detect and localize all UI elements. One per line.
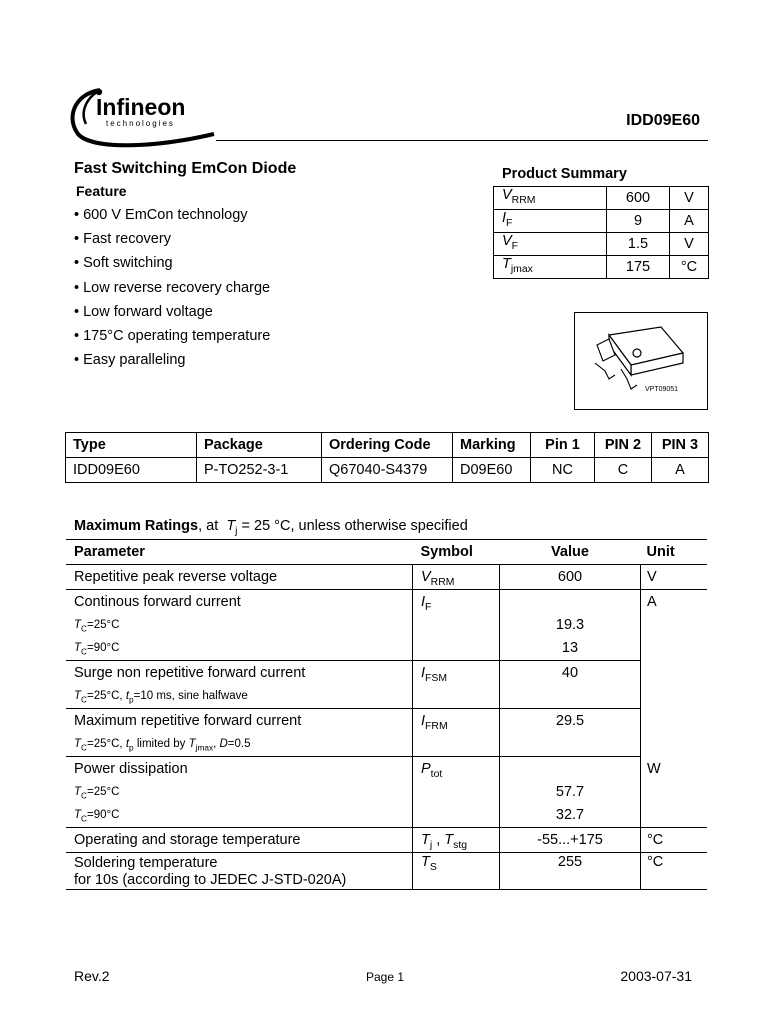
table-row: Maximum repetitive forward current $T_C=25^\circ C$, $t_p$ limited by $T_{jmax}$, D=0.5 $I_{FRM}$ 29.5 <box>66 709 707 757</box>
footer-page-number: Page 1 <box>366 970 405 984</box>
package-image <box>574 312 708 410</box>
logo-subtitle: technologies <box>106 119 175 128</box>
table-row: Power dissipation $T_C=25^\circ C$ $T_C=90^\circ C$ $P_{tot}$ 57.7 32.7 W <box>66 757 707 828</box>
feature-item: • 175°C operating temperature <box>74 327 271 344</box>
feature-item: • Low forward voltage <box>74 303 213 320</box>
ordering-table <box>65 432 709 483</box>
product-summary-table <box>493 186 709 279</box>
feature-heading: Feature <box>76 183 127 199</box>
part-number: IDD09E60 <box>626 112 700 129</box>
table-row: IDD09E60 P-TO252-3-1 Q67040-S4379 D09E60 NC C A <box>66 458 709 483</box>
package-image-label: VPT09051 <box>645 386 679 393</box>
feature-item: • Easy paralleling <box>74 352 186 369</box>
max-ratings-title: Maximum Ratings, at $T_j = 25$ °C, unless otherwise specified <box>74 518 468 537</box>
table-row: Operating and storage temperature $T_j$ , $T_{stg}$ -55...+175 °C <box>66 828 707 853</box>
header-divider <box>216 140 708 141</box>
table-row: $I_F$ 9 A <box>494 210 709 233</box>
feature-item: • Soft switching <box>74 255 173 272</box>
feature-list <box>74 206 270 375</box>
table-row: $T_{jmax}$ 175 °C <box>494 256 709 279</box>
table-header-row: Type Package Ordering Code Marking Pin 1 PIN 2 PIN 3 <box>66 433 709 458</box>
table-row: $V_{RRM}$ 600 V <box>494 187 709 210</box>
table-header-row: Parameter Symbol Value Unit <box>66 540 707 565</box>
table-row: $V_F$ 1.5 V <box>494 233 709 256</box>
max-ratings-table <box>66 539 707 890</box>
feature-item: • 600 V EmCon technology <box>74 207 248 223</box>
table-row: Repetitive peak reverse voltage $V_{RRM}$ 600 V <box>66 565 707 590</box>
document-title: Fast Switching EmCon Diode <box>74 160 297 177</box>
feature-item: • Fast recovery <box>74 231 171 248</box>
table-row: Continous forward current $T_C=25^\circ C$ $T_C=90^\circ C$ $I_F$ 19.3 13 A <box>66 590 707 661</box>
product-summary-title: Product Summary <box>502 166 627 182</box>
table-row: Surge non repetitive forward current $T_C=25^\circ C$, $t_p=10$ ms, sine halfwave $I_{FSM}$ 40 <box>66 661 707 709</box>
footer-date: 2003-07-31 <box>620 968 692 984</box>
feature-item: • Low reverse recovery charge <box>74 279 271 296</box>
logo-wordmark: Infineon <box>96 94 186 120</box>
infineon-logo <box>66 78 216 148</box>
table-row: Soldering temperature for 10s (according to JEDEC J-STD-020A) $T_S$ 255 °C <box>66 853 707 890</box>
footer-revision: Rev.2 <box>74 968 110 984</box>
